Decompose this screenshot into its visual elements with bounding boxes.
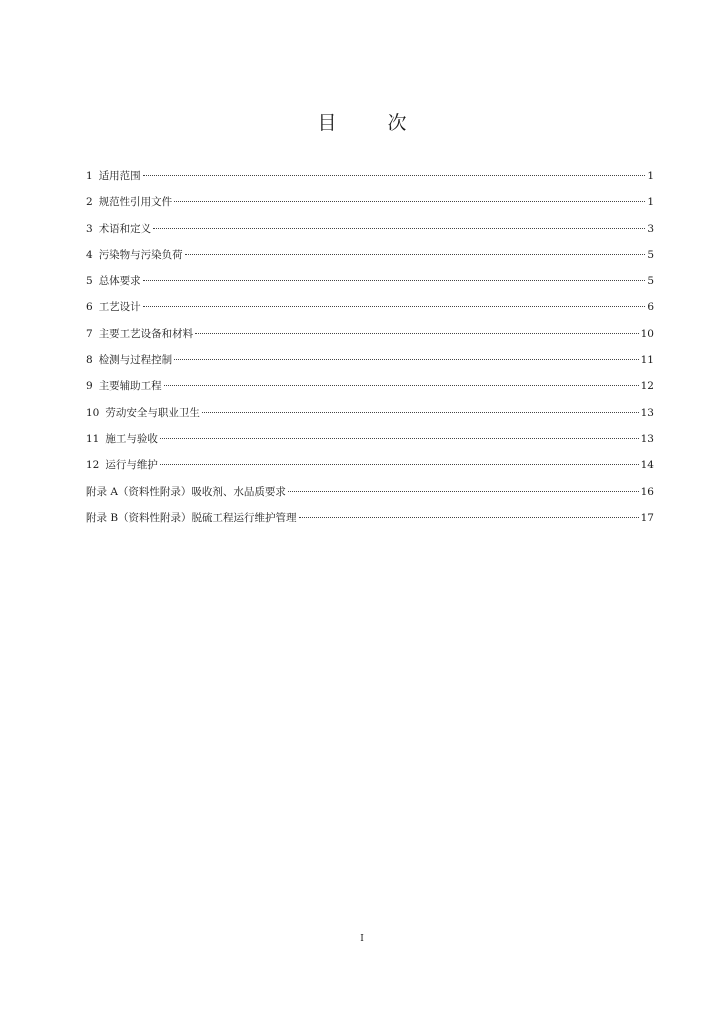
toc-entry[interactable] <box>86 376 654 402</box>
toc-entry[interactable] <box>86 324 654 350</box>
toc-entry-title: 污染物与污染负荷 <box>98 248 183 261</box>
toc-entry-label <box>86 482 286 502</box>
toc-entry-page: 1 <box>647 170 654 182</box>
toc-entry-label <box>86 403 200 423</box>
toc-entry-page: 1 <box>647 196 654 209</box>
toc-leader-dots <box>143 280 646 281</box>
toc-entry-label <box>86 350 172 370</box>
toc-entry-label <box>86 429 158 449</box>
toc-leader-dots <box>185 254 646 255</box>
toc-entry-page: 13 <box>640 432 654 445</box>
toc-entry-page: 10 <box>640 327 654 340</box>
toc-entry-title: 总体要求 <box>98 275 141 288</box>
toc-entry-title: 规范性引用文件 <box>98 196 173 209</box>
toc-entry[interactable] <box>86 271 654 297</box>
toc-entry-label <box>86 219 151 239</box>
toc-entry[interactable] <box>86 429 654 455</box>
toc-entry[interactable] <box>86 403 654 429</box>
toc-leader-dots <box>288 491 639 492</box>
toc-leader-dots <box>202 412 639 413</box>
toc-entry[interactable] <box>86 297 654 323</box>
toc-entry-page: 16 <box>640 485 654 498</box>
toc-leader-dots <box>174 201 645 202</box>
toc-entry-number: 2 <box>86 196 93 209</box>
toc-leader-dots <box>143 175 646 176</box>
toc-entry-title: 劳动安全与职业卫生 <box>105 406 200 419</box>
toc-list <box>86 166 654 534</box>
toc-leader-dots <box>299 517 639 518</box>
toc-leader-dots <box>153 228 645 229</box>
toc-entry-number: 3 <box>86 222 93 235</box>
toc-entry-label <box>86 271 141 291</box>
toc-entry-number: 4 <box>86 248 93 261</box>
toc-entry-page: 11 <box>640 354 654 367</box>
toc-entry-page: 14 <box>640 459 654 472</box>
page-number: I <box>360 934 364 944</box>
toc-entry-page: 3 <box>647 222 654 235</box>
toc-entry[interactable] <box>86 219 654 245</box>
toc-entry-number: 12 <box>86 459 100 472</box>
toc-entry-appendix[interactable] <box>86 508 654 534</box>
toc-entry-label <box>86 324 193 344</box>
toc-leader-dots <box>195 333 638 334</box>
toc-entry-title: 工艺设计 <box>98 301 141 314</box>
toc-entry-title: 术语和定义 <box>98 222 152 235</box>
toc-entry-page: 12 <box>640 380 654 393</box>
toc-entry[interactable] <box>86 245 654 271</box>
toc-entry-number: 10 <box>86 406 100 419</box>
toc-entry-label <box>86 166 141 186</box>
toc-entry-number: 5 <box>86 275 93 288</box>
toc-entry-number: 1 <box>86 170 93 182</box>
toc-entry-page: 6 <box>647 301 654 314</box>
toc-entry-label <box>86 245 183 265</box>
toc-entry-label <box>86 508 297 528</box>
toc-entry-number: 11 <box>86 432 100 445</box>
toc-entry-label <box>86 297 141 317</box>
toc-entry[interactable] <box>86 166 654 192</box>
toc-entry-number: 9 <box>86 380 93 393</box>
toc-entry-page: 13 <box>640 406 654 419</box>
toc-entry-appendix[interactable] <box>86 482 654 508</box>
toc-entry-title: 主要工艺设备和材料 <box>98 327 194 340</box>
toc-leader-dots <box>164 385 639 386</box>
toc-leader-dots <box>160 464 639 465</box>
toc-entry-number: 6 <box>86 301 93 314</box>
toc-entry-label <box>86 455 158 475</box>
toc-entry-page: 5 <box>647 248 654 261</box>
toc-entry-title: 附录 A（资料性附录）吸收剂、水品质要求 <box>86 485 286 498</box>
toc-entry-page: 17 <box>640 511 654 524</box>
toc-leader-dots <box>160 438 639 439</box>
toc-entry-title: 主要辅助工程 <box>98 380 162 393</box>
toc-entry[interactable] <box>86 455 654 481</box>
toc-leader-dots <box>174 359 638 360</box>
toc-entry-title: 附录 B（资料性附录）脱硫工程运行维护管理 <box>86 511 297 524</box>
toc-leader-dots <box>143 306 646 307</box>
toc-entry-title: 适用范围 <box>98 170 141 182</box>
toc-entry-title: 施工与验收 <box>105 432 158 445</box>
toc-title: 目 次 <box>317 112 423 134</box>
toc-entry-label <box>86 376 162 396</box>
toc-entry-page: 5 <box>647 275 654 288</box>
toc-entry[interactable] <box>86 192 654 218</box>
toc-entry-title: 运行与维护 <box>105 459 158 472</box>
toc-entry-label <box>86 192 172 212</box>
toc-entry[interactable] <box>86 350 654 376</box>
toc-entry-number: 7 <box>86 327 93 340</box>
toc-entry-number: 8 <box>86 354 93 367</box>
toc-entry-title: 检测与过程控制 <box>98 354 173 367</box>
